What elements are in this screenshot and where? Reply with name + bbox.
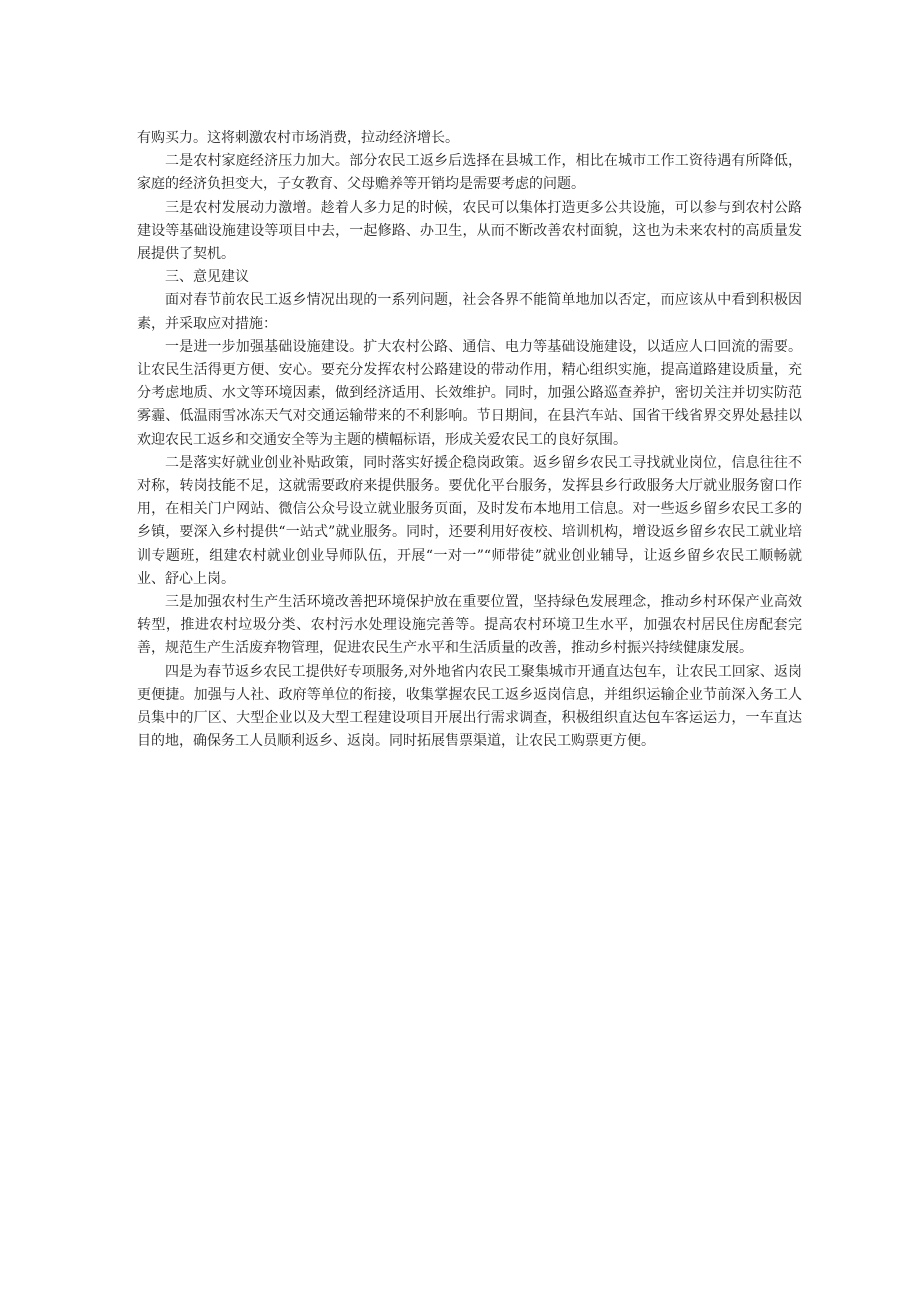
paragraph-transport-service: 四是为春节返乡农民工提供好专项服务,对外地省内农民工聚集城市开通直达包车，让农民工回家、返岗更便捷。加强与人社、政府等单位的衔接，收集掌握农民工返乡返岗信息，并组织运输企业节前深入务工人员集中的厂区、大型企业以及大型工程建设项目开展出行需求调查，积极组织直达包车客运运力，一车直达目的地，确保务工人员顺利返乡、返岗。同时拓展售票渠道，让农民工购票更方便。	[137, 663, 802, 750]
paragraph-infrastructure: 一是进一步加强基础设施建设。扩大农村公路、通信、电力等基础设施建设，以适应人口回流的需要。让农民生活得更方便、安心。要充分发挥农村公路建设的带动作用，精心组织实施，提高道路建设质量，充分考虑地质、水文等环境因素，做到经济适用、长效维护。同时，加强公路巡查养护，密切关注并切实防范雾霾、低温雨雪冰冻天气对交通运输带来的不利影响。节日期间，在县汽车站、国省干线省界交界处悬挂以欢迎农民工返乡和交通安全等为主题的横幅标语，形成关爱农民工的良好氛围。	[137, 338, 802, 448]
paragraph-employment-policy: 二是落实好就业创业补贴政策，同时落实好援企稳岗政策。返乡留乡农民工寻找就业岗位，信息往往不对称，转岗技能不足，这就需要政府来提供服务。要优化平台服务，发挥县乡行政服务大厅就业服务窗口作用，在相关门户网站、微信公众号设立就业服务页面，及时发布本地用工信息。对一些返乡留乡农民工多的乡镇，要深入乡村提供“一站式”就业服务。同时，还要利用好夜校、培训机构，增设返乡留乡农民工就业培训专题班，组建农村就业创业导师队伍，开展“一对一”“师带徒”就业创业辅导，让返乡留乡农民工顺畅就业、舒心上岗。	[137, 454, 802, 587]
paragraph-development-momentum: 三是农村发展动力激增。趁着人多力足的时候，农民可以集体打造更多公共设施，可以参与到农村公路建设等基础设施建设等项目中去，一起修路、办卫生，从而不断改善农村面貌，这也为未来农村的高质量发展提供了契机。	[137, 199, 802, 263]
document-body	[137, 127, 802, 753]
paragraph-intro-measures: 面对春节前农民工返乡情况出现的一系列问题，社会各界不能简单地加以否定，而应该从中看到积极因素，并采取应对措施：	[137, 292, 802, 332]
paragraph-continuation: 有购买力。这将刺激农村市场消费，拉动经济增长。	[137, 130, 459, 146]
paragraph-environment: 三是加强农村生产生活环境改善把环境保护放在重要位置，坚持绿色发展理念，推动乡村环保产业高效转型，推进农村垃圾分类、农村污水处理设施完善等。提高农村环境卫生水平，加强农村居民住房配套完善，规范生产生活废弃物管理，促进农民生产水平和生活质量的改善，推动乡村振兴持续健康发展。	[137, 594, 802, 657]
paragraph-economic-pressure: 二是农村家庭经济压力加大。部分农民工返乡后选择在县城工作，相比在城市工作工资待遇有所降低，家庭的经济负担变大，子女教育、父母赡养等开销均是需要考虑的问题。	[137, 153, 802, 193]
section-heading-suggestions: 三、意见建议	[165, 269, 249, 286]
